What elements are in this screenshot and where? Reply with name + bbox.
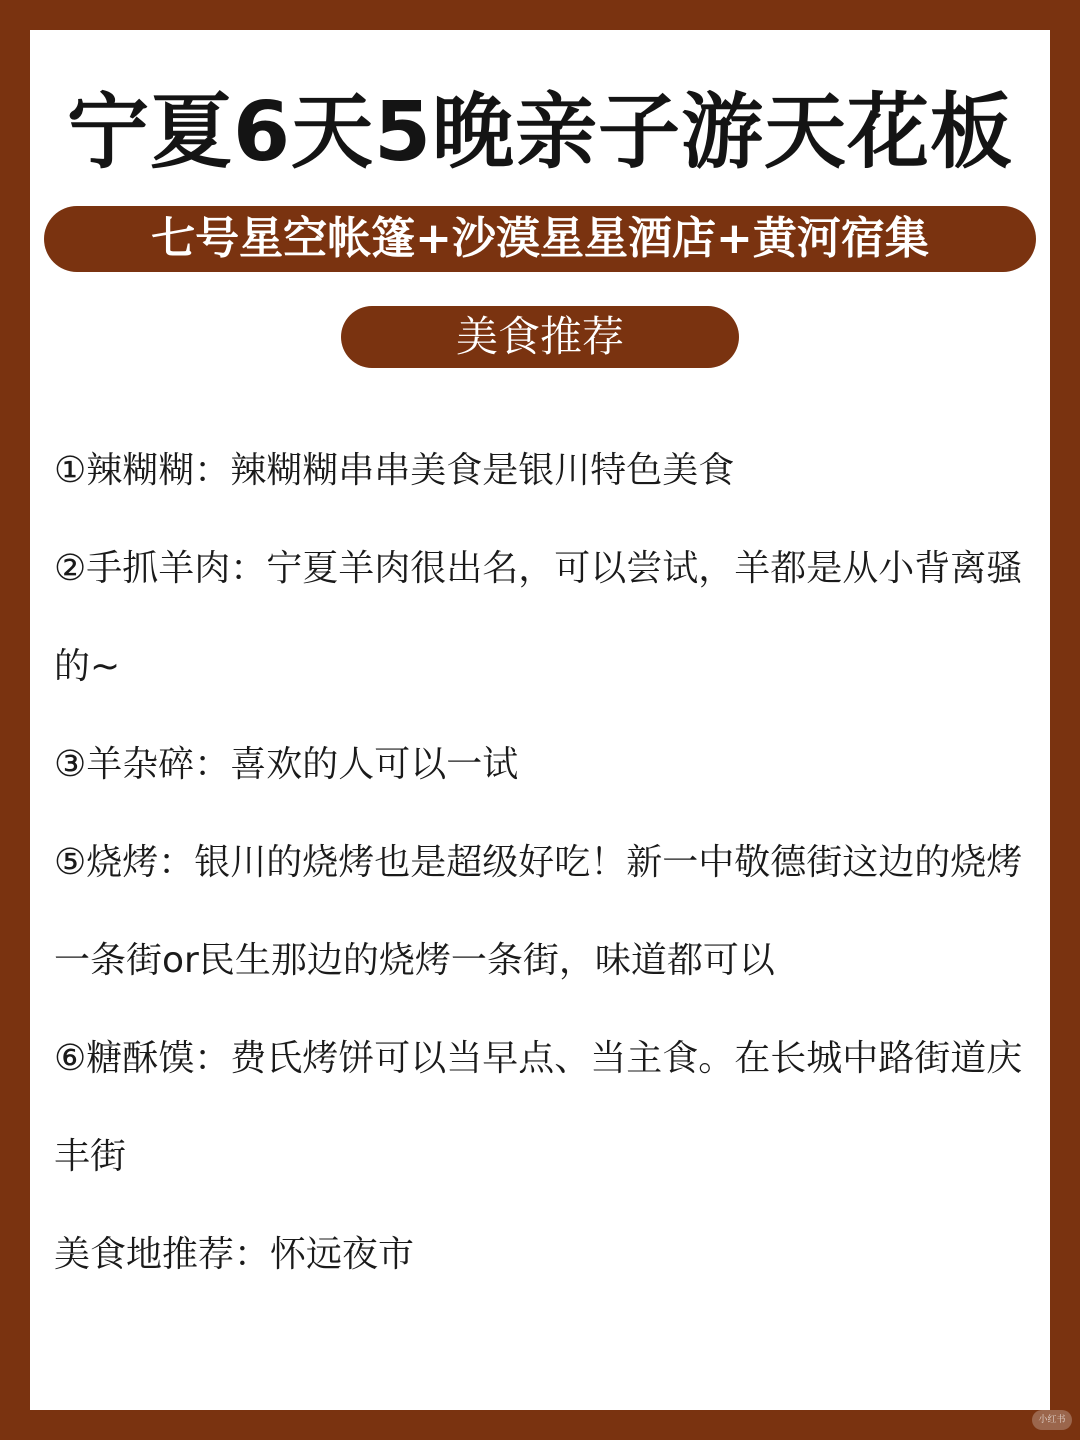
food-item-sugar-bun: ⑥糖酥馍：费氏烤饼可以当早点、当主食。在长城中路街道庆丰街: [54, 1038, 1023, 1177]
page-title: 宁夏6天5晚亲子游天花板: [66, 85, 1014, 180]
food-item-hand-mutton: ②手抓羊肉：宁夏羊肉很出名，可以尝试，羊都是从小背离骚的~: [54, 548, 1023, 687]
section-label-food: 美食推荐: [341, 306, 739, 368]
content-card: [30, 30, 1050, 1410]
food-list: [54, 422, 1024, 1304]
food-item-barbecue: ⑤烧烤：银川的烧烤也是超级好吃！新一中敬德街这边的烧烤一条街or民生那边的烧烤一条街，味道都可以: [54, 842, 1023, 981]
food-item-lamb-offal: ③羊杂碎：喜欢的人可以一试: [54, 744, 519, 785]
watermark-logo: 小红书: [1032, 1410, 1072, 1430]
food-location-recommendation: 美食地推荐：怀远夜市: [54, 1234, 415, 1275]
hotels-banner: 七号星空帐篷+沙漠星星酒店+黄河宿集: [44, 206, 1036, 272]
food-item-spicy-paste: ①辣糊糊：辣糊糊串串美食是银川特色美食: [54, 450, 735, 491]
